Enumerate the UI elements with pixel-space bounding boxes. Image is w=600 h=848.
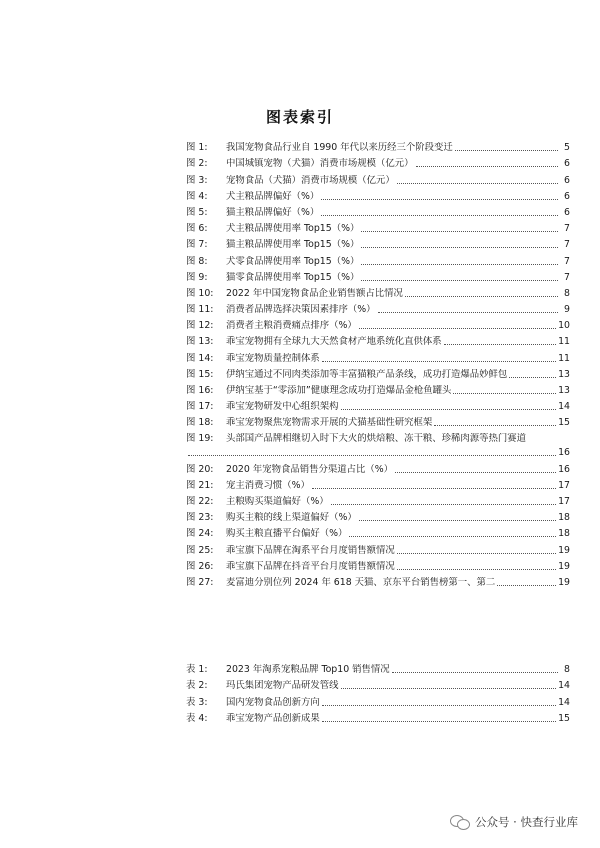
entry-title: 犬主粮品牌使用率 Top15（%） [226, 223, 360, 235]
entry-title: 消费者品牌选择决策因素排序（%） [226, 304, 376, 316]
entry-title: 中国城镇宠物（犬猫）消费市场规模（亿元） [226, 158, 414, 170]
entry-title: 乖宝宠物产品创新成果 [226, 712, 320, 724]
entry-title: 2023 年淘系宠粮品牌 Top10 销售情况 [226, 664, 390, 676]
entry-page-number: 19 [558, 560, 570, 572]
toc-entry[interactable] [186, 235, 570, 251]
toc-entry[interactable] [186, 540, 570, 556]
entry-title: 猫零食品牌使用率 Top15（%） [226, 271, 360, 283]
toc-entry[interactable] [186, 348, 570, 364]
entry-page-number: 14 [558, 680, 570, 692]
entry-page-number: 14 [558, 696, 570, 708]
entry-page-number: 6 [564, 158, 570, 170]
leader-dots [361, 247, 558, 248]
toc-entry[interactable] [186, 709, 570, 725]
entry-title: 我国宠物食品行业自 1990 年代以来历经三个阶段变迁 [226, 142, 453, 154]
entry-number: 图 13: [186, 336, 214, 348]
leader-dots [361, 231, 558, 232]
entry-number: 图 25: [186, 544, 214, 556]
leader-dots [321, 199, 558, 200]
toc-entry[interactable] [186, 203, 570, 219]
toc-entry[interactable] [186, 397, 570, 413]
toc-entry[interactable] [186, 170, 570, 186]
entry-title: 购买主粮直播平台偏好（%） [226, 528, 348, 540]
toc-entry[interactable] [186, 219, 570, 235]
entry-title: 头部国产品牌相继切入时下大火的烘焙粮、冻干粮、珍稀肉源等热门赛道 [226, 433, 527, 445]
entry-page-number: 7 [564, 239, 570, 251]
entry-page-number: 15 [558, 712, 570, 724]
entry-page-number: 19 [558, 544, 570, 556]
entry-title: 国内宠物食品创新方向 [226, 696, 320, 708]
toc-entry[interactable] [186, 573, 570, 589]
leader-dots [378, 312, 558, 313]
entry-page-number: 18 [558, 512, 570, 524]
leader-dots [497, 585, 556, 586]
toc-entry[interactable] [186, 251, 570, 267]
toc-entry[interactable] [186, 676, 570, 692]
entry-number: 图 5: [186, 206, 208, 218]
toc-entry[interactable] [186, 557, 570, 573]
entry-title: 伊纳宝基于“零添加”健康理念成功打造爆品金枪鱼罐头 [226, 385, 452, 396]
entry-title: 乖宝宠物质量控制体系 [226, 352, 320, 364]
leader-dots [359, 328, 556, 329]
toc-entry[interactable] [186, 524, 570, 540]
entry-title: 猫主粮品牌使用率 Top15（%） [226, 239, 360, 251]
entry-number: 图 12: [186, 320, 214, 332]
leader-dots [416, 166, 558, 167]
entry-number: 图 7: [186, 239, 208, 251]
entry-number: 图 4: [186, 190, 208, 202]
leader-dots [453, 393, 556, 394]
entry-number: 表 4: [186, 712, 208, 724]
entry-number: 图 14: [186, 352, 214, 364]
leader-dots [322, 361, 556, 362]
toc-entry[interactable] [186, 459, 570, 475]
entry-page-number: 14 [558, 401, 570, 413]
toc-entry[interactable] [186, 413, 570, 429]
entry-number: 图 16: [186, 385, 214, 396]
entry-page-number: 18 [558, 528, 570, 540]
entry-page-number: 16 [558, 447, 570, 459]
page-title: 图表索引 [265, 108, 334, 126]
entry-number: 图 21: [186, 479, 214, 491]
toc-entry[interactable] [186, 138, 570, 154]
watermark [450, 814, 578, 830]
entry-title: 主粮购买渠道偏好（%） [226, 495, 329, 507]
entry-number: 图 10: [186, 287, 214, 299]
leader-dots [444, 344, 556, 345]
leader-dots [397, 569, 556, 570]
entry-number: 表 1: [186, 664, 208, 676]
entry-title: 2022 年中国宠物食品企业销售额占比情况 [226, 287, 403, 299]
entry-page-number: 7 [564, 223, 570, 235]
leader-dots [321, 215, 558, 216]
entry-number: 图 24: [186, 528, 214, 540]
leader-dots [405, 296, 558, 297]
entry-number: 图 19: [186, 433, 214, 445]
entry-title: 麦富迪分别位列 2024 年 618 天猫、京东平台销售榜第一、第二 [226, 576, 496, 588]
entry-page-number: 7 [564, 255, 570, 267]
entry-page-number: 6 [564, 174, 570, 186]
entry-title: 宠物食品（犬猫）消费市场规模（亿元） [226, 174, 395, 186]
entry-title: 乖宝宠物拥有全球九大天然食材产地系统化直供体系 [226, 336, 442, 348]
leader-dots [509, 377, 556, 378]
toc-entry[interactable] [186, 187, 570, 203]
entry-title: 犬主粮品牌偏好（%） [226, 190, 320, 202]
table-index-list [186, 660, 570, 725]
wechat-icon [450, 814, 470, 830]
entry-page-number: 11 [558, 352, 570, 364]
entry-page-number: 17 [558, 495, 570, 507]
toc-entry[interactable] [186, 429, 570, 459]
leader-dots [361, 264, 558, 265]
entry-page-number: 13 [558, 385, 570, 396]
entry-number: 图 9: [186, 271, 208, 283]
toc-entry[interactable] [186, 316, 570, 332]
leader-dots [322, 721, 556, 722]
entry-title: 乖宝旗下品牌在抖音平台月度销售额情况 [226, 560, 395, 572]
leader-dots [359, 520, 556, 521]
entry-number: 图 1: [186, 142, 208, 154]
figure-index-list [186, 138, 570, 589]
entry-number: 图 15: [186, 368, 214, 380]
entry-page-number: 8 [564, 287, 570, 299]
leader-dots [312, 488, 556, 489]
entry-number: 图 17: [186, 401, 214, 413]
entry-page-number: 9 [564, 304, 570, 316]
entry-number: 图 22: [186, 495, 214, 507]
entry-title: 购买主粮的线上渠道偏好（%） [226, 512, 357, 524]
entry-number: 图 2: [186, 158, 208, 170]
toc-entry[interactable] [186, 365, 570, 381]
entry-number: 图 27: [186, 576, 214, 588]
entry-title: 玛氏集团宠物产品研发管线 [226, 680, 339, 692]
entry-number: 图 23: [186, 512, 214, 524]
entry-title: 乖宝宠物研发中心组织架构 [226, 401, 339, 413]
toc-entry[interactable] [186, 492, 570, 508]
toc-entry[interactable] [186, 476, 570, 492]
entry-number: 图 3: [186, 174, 208, 186]
entry-title: 伊纳宝通过不同肉类添加等丰富猫粮产品条线，成功打造爆品妙鲜包 [226, 368, 508, 380]
entry-title: 犬零食品牌使用率 Top15（%） [226, 255, 360, 267]
entry-title: 猫主粮品牌偏好（%） [226, 206, 320, 218]
leader-dots [188, 455, 556, 456]
entry-page-number: 15 [558, 417, 570, 429]
entry-page-number: 17 [558, 479, 570, 491]
leader-dots [331, 504, 556, 505]
toc-entry[interactable] [186, 332, 570, 348]
entry-number: 图 8: [186, 255, 208, 267]
leader-dots [341, 688, 557, 689]
toc-entry[interactable] [186, 381, 570, 397]
entry-page-number: 7 [564, 271, 570, 283]
entry-page-number: 11 [558, 336, 570, 348]
leader-dots [361, 280, 558, 281]
toc-entry[interactable] [186, 692, 570, 708]
entry-page-number: 16 [558, 463, 570, 475]
entry-page-number: 6 [564, 190, 570, 202]
entry-number: 表 3: [186, 696, 208, 708]
entry-title: 2020 年宠物食品销售分渠道占比（%） [226, 463, 393, 475]
entry-number: 图 6: [186, 223, 208, 235]
leader-dots [341, 409, 557, 410]
entry-number: 图 18: [186, 417, 214, 429]
leader-dots [349, 536, 556, 537]
entry-title: 宠主消费习惯（%） [226, 479, 310, 491]
entry-page-number: 19 [558, 576, 570, 588]
entry-title: 消费者主粮消费痛点排序（%） [226, 320, 357, 332]
entry-page-number: 5 [564, 142, 570, 154]
entry-title: 乖宝宠物聚焦宠物需求开展的犬猫基础性研究框架 [226, 417, 433, 429]
toc-entry[interactable] [186, 268, 570, 284]
entry-page-number: 8 [564, 664, 570, 676]
leader-dots [395, 472, 556, 473]
toc-entry[interactable] [186, 154, 570, 170]
entry-page-number: 13 [558, 368, 570, 380]
toc-entry[interactable] [186, 284, 570, 300]
entry-page-number: 10 [558, 320, 570, 332]
leader-dots [392, 672, 558, 673]
toc-entry[interactable] [186, 660, 570, 676]
toc-entry[interactable] [186, 508, 570, 524]
entry-number: 图 11: [186, 304, 214, 316]
leader-dots [455, 150, 558, 151]
entry-page-number: 6 [564, 206, 570, 218]
leader-dots [397, 183, 558, 184]
toc-entry[interactable] [186, 300, 570, 316]
entry-number: 图 26: [186, 560, 214, 572]
entry-number: 图 20: [186, 463, 214, 475]
leader-dots [322, 705, 556, 706]
entry-number: 表 2: [186, 680, 208, 692]
leader-dots [397, 553, 556, 554]
watermark-text: 公众号 · 快查行业库 [475, 815, 578, 829]
leader-dots [434, 425, 556, 426]
entry-title: 乖宝旗下品牌在淘系平台月度销售额情况 [226, 544, 395, 556]
